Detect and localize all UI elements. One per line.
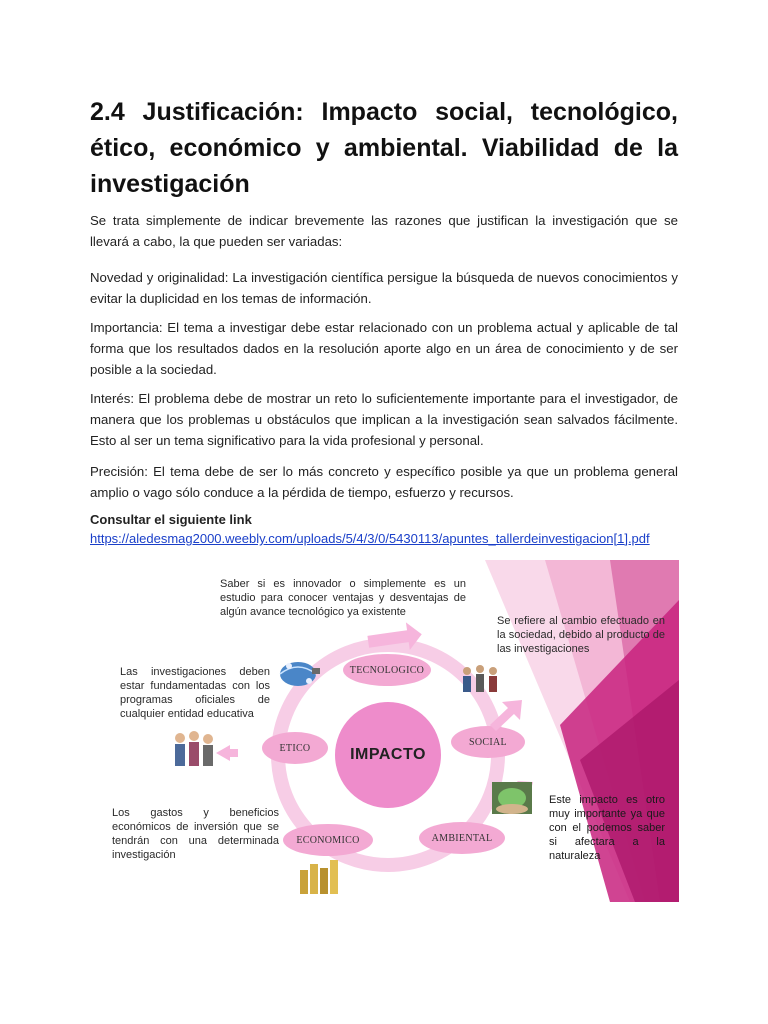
paragraph-importancia: [90, 317, 678, 380]
desc-economico: Los gastos y beneficios económicos de inversión que se tendrán con una determinada investigación: [112, 807, 279, 861]
people-meeting-icon: [463, 665, 497, 692]
paragraph-text: El tema debe de ser lo más concreto y específico posible ya que un problema general amplio o vago sólo conduce a la pérdida de tiempo, esfuerzo y recursos.: [90, 464, 678, 500]
desc-social: Se refiere al cambio efectuado en la sociedad, debido al producto de las investigaciones: [497, 615, 665, 655]
label-etico: ETICO: [279, 743, 311, 754]
desc-etico: Las investigaciones deben estar fundamentadas con los programas oficiales de cualquier entidad educativa: [120, 666, 270, 720]
label-ambiental: AMBIENTAL: [431, 833, 493, 844]
link-caption: Consultar el siguiente link: [90, 512, 252, 527]
impact-diagram: [90, 560, 679, 902]
section-heading: 2.4 Justificación: Impacto social, tecnológico, ético, económico y ambiental. Viabilidad de la investigación: [90, 98, 678, 198]
arrow-etico: [216, 745, 238, 761]
coins-icon: [300, 860, 338, 894]
desc-tecnologico: Saber si es innovador o simplemente es un estudio para conocer ventajas y desventajas de algún avance tecnológico ya existente: [220, 578, 466, 618]
paragraph-interes: [90, 388, 678, 451]
paragraph-label: Precisión:: [90, 464, 148, 479]
paragraph-label: Novedad y originalidad:: [90, 270, 229, 285]
paragraph-novedad: [90, 267, 678, 309]
desc-ambiental: Este impacto es otro muy importante ya que con el podemos saber si afectara a la naturaleza: [549, 794, 665, 862]
label-economico: ECONOMICO: [296, 835, 360, 846]
paragraph-label: Importancia:: [90, 320, 163, 335]
paragraph-precision: [90, 461, 678, 503]
paragraph-text: El problema debe de mostrar un reto lo suficientemente importante para el investigador, de manera que los problemas u obstáculos que implican a la investigación sean salvados fácilmente. Esto al ser un tema significativo para la vida profesional y personal.: [90, 391, 678, 448]
paragraph-label: Interés:: [90, 391, 134, 406]
paragraph-text: La investigación científica persigue la búsqueda de nuevos conocimientos y evitar la duplicidad en los temas de información.: [90, 270, 678, 306]
plant-hand-icon: [492, 782, 532, 814]
label-social: SOCIAL: [469, 737, 507, 748]
people-group-icon: [175, 731, 213, 766]
reference-link[interactable]: https://aledesmag2000.weebly.com/uploads/5/4/3/0/5430113/apuntes_tallerdeinvestigacion[1].pdf: [90, 531, 650, 546]
intro-paragraph: Se trata simplemente de indicar brevemente las razones que justifican la investigación que se llevará a cabo, la que pueden ser variadas:: [90, 213, 678, 249]
label-tecnologico: TECNOLOGICO: [349, 665, 425, 676]
impact-center-label: IMPACTO: [350, 746, 426, 763]
paragraph-text: El tema a investigar debe estar relacionado con un problema actual y aplicable de tal forma que los resultados dados en la resolución aporte algo en un área de conocimiento y de ser posible a la sociedad.: [90, 320, 678, 377]
